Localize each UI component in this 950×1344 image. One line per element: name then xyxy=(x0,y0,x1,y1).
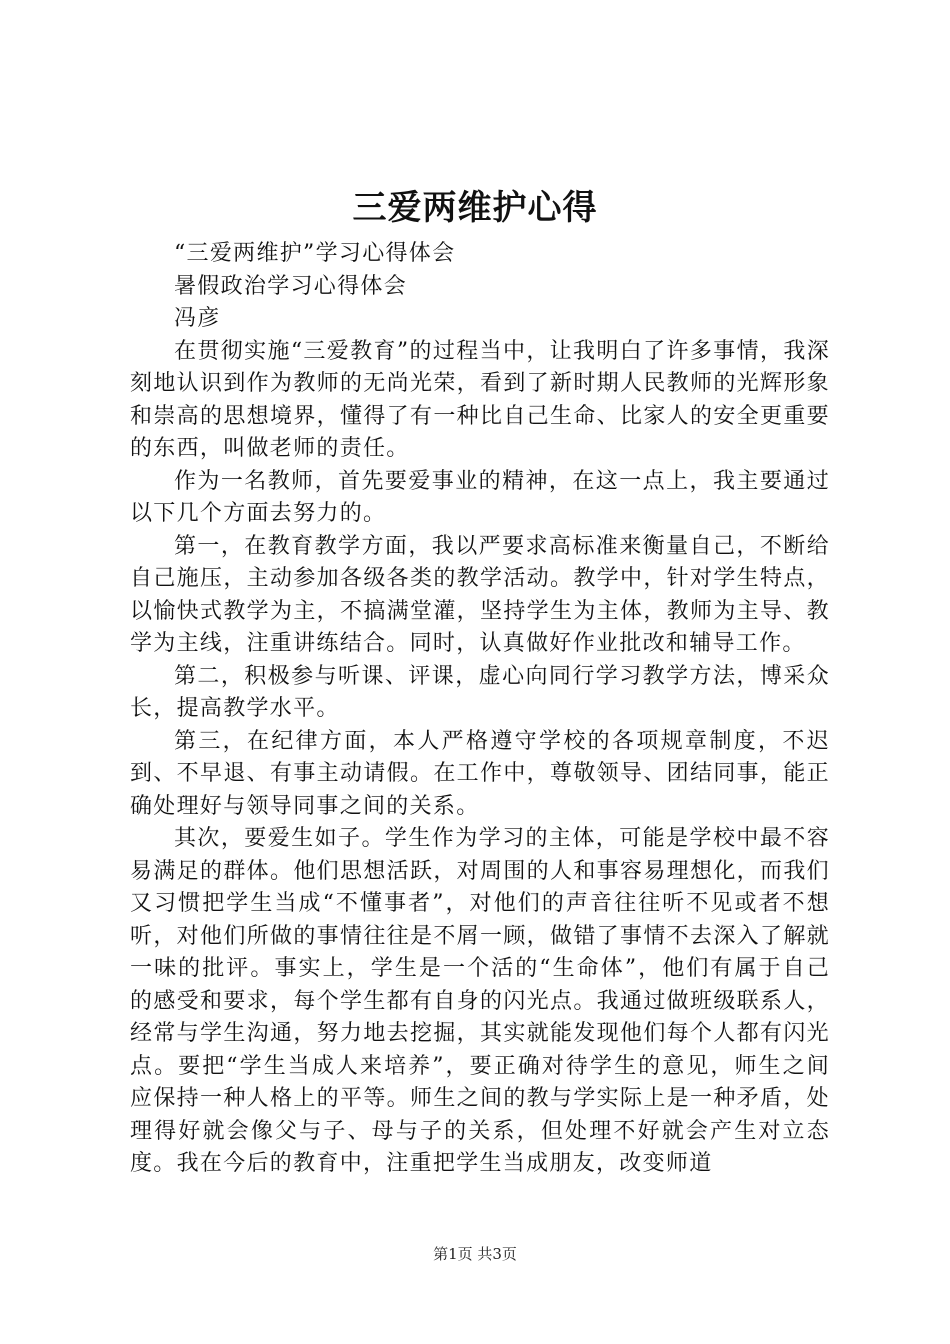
document-body xyxy=(130,238,830,1181)
body-paragraph: 第二，积极参与听课、评课，虚心向同行学习教学方法，博采众长，提高教学水平。 xyxy=(130,663,830,721)
document-title: 三爱两维护心得 xyxy=(352,188,598,228)
page-footer: 第1页 共3页 xyxy=(433,1245,517,1263)
subtitle-paragraph: “三爱两维护”学习心得体会 xyxy=(174,241,456,266)
subtitle-paragraph: 暑假政治学习心得体会 xyxy=(174,273,408,299)
body-paragraph: 第一，在教育教学方面，我以严要求高标准来衡量自己，不断给自己施压，主动参加各级各类的教学活动。教学中，针对学生特点，以愉快式教学为主，不搞满堂灌，坚持学生为主体，教师为主导、教学为主线，注重讲练结合。同时，认真做好作业批改和辅导工作。 xyxy=(130,533,830,656)
body-paragraph: 在贯彻实施“三爱教育”的过程当中，让我明白了许多事情，我深刻地认识到作为教师的无尚光荣，看到了新时期人民教师的光辉形象和崇高的思想境界，懂得了有一种比自己生命、比家人的安全更重要的东西，叫做老师的责任。 xyxy=(130,338,830,461)
body-paragraph: 作为一名教师，首先要爱事业的精神，在这一点上，我主要通过以下几个方面去努力的。 xyxy=(130,468,830,526)
body-paragraph: 第三，在纪律方面，本人严格遵守学校的各项规章制度，不迟到、不早退、有事主动请假。在工作中，尊敬领导、团结同事，能正确处理好与领导同事之间的关系。 xyxy=(130,728,830,819)
body-paragraph: 其次，要爱生如子。学生作为学习的主体，可能是学校中最不容易满足的群体。他们思想活跃，对周围的人和事容易理想化，而我们又习惯把学生当成“不懂事者”，对他们的声音往往听不见或者不想听，对他们所做的事情往往是不屑一顾，做错了事情不去深入了解就一味的批评。事实上，学生是一个活的“生命体”，他们有属于自己的感受和要求，每个学生都有自身的闪光点。我通过做班级联系人，经常与学生沟通，努力地去挖掘，其实就能发现他们每个人都有闪光点。要把“学生当成人来培养”，要正确对待学生的意见，师生之间应保持一种人格上的平等。师生之间的教与学实际上是一种矛盾，处理得好就会像父与子、母与子的关系，但处理不好就会产生对立态度。我在今后的教育中，注重把学生当成朋友，改变师道 xyxy=(130,826,830,1176)
author-name: 冯彦 xyxy=(174,306,221,331)
